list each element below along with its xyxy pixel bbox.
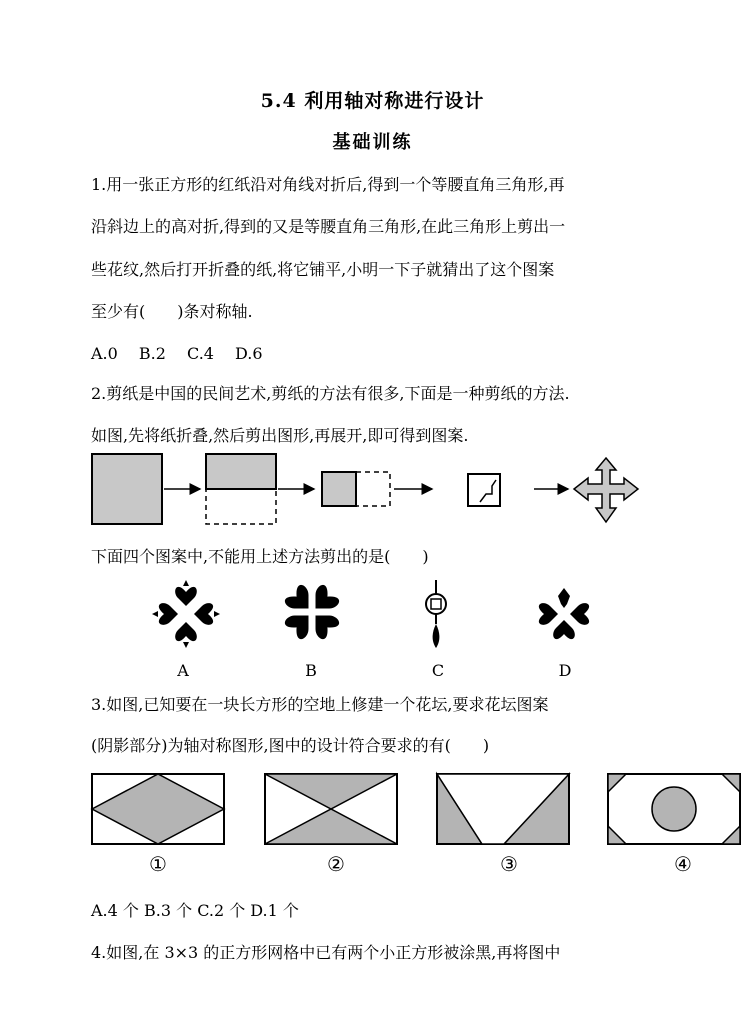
pattern-choices-figure — [140, 578, 600, 658]
q1-text-line3: 些花纹,然后打开折叠的纸,将它铺平,小明一下子就猜出了这个图案 — [91, 260, 555, 279]
q2-text-line1: 2.剪纸是中国的民间艺术,剪纸的方法有很多,下面是一种剪纸的方法. — [91, 384, 570, 403]
step3-quarter — [322, 472, 356, 506]
folding-process-figure — [88, 450, 648, 530]
pattern-label-d: D — [558, 661, 572, 680]
pattern-d — [539, 588, 589, 639]
pattern-c — [426, 580, 446, 648]
design-1 — [92, 774, 224, 844]
pattern-label-a: A — [177, 661, 189, 680]
pattern-label-b: B — [305, 661, 317, 680]
q2-text-line3: 下面四个图案中,不能用上述方法剪出的是( ) — [91, 547, 429, 566]
q1-text-line4: 至少有( )条对称轴. — [91, 302, 253, 321]
design-label-1: ① — [149, 852, 167, 876]
q1-options: A.0 B.2 C.4 D.6 — [91, 344, 263, 363]
step2-folded-half — [206, 454, 276, 489]
pattern-b — [283, 583, 341, 641]
pattern-a — [152, 580, 220, 648]
flowerbed-designs-figure — [88, 770, 744, 850]
design-label-4: ④ — [674, 852, 692, 876]
step1-square — [92, 454, 162, 524]
q3-text-line2: (阴影部分)为轴对称图形,图中的设计符合要求的有( ) — [91, 736, 490, 755]
step3-dashed-quarter — [356, 472, 390, 506]
step2-dashed-half — [206, 489, 276, 524]
step4-cut-square — [468, 474, 500, 506]
design-4 — [608, 774, 740, 844]
q4-text-line1: 4.如图,在 3×3 的正方形网格中已有两个小正方形被涂黑,再将图中 — [91, 943, 561, 962]
q2-text-line2: 如图,先将纸折叠,然后剪出图形,再展开,即可得到图案. — [91, 426, 469, 445]
q3-options: A.4 个 B.3 个 C.2 个 D.1 个 — [91, 901, 299, 920]
pattern-label-c: C — [431, 661, 445, 680]
q3-text-line1: 3.如图,已知要在一块长方形的空地上修建一个花坛,要求花坛图案 — [91, 695, 549, 714]
page-title: 5.4 利用轴对称进行设计 — [260, 90, 485, 112]
design-label-3: ③ — [500, 852, 518, 876]
design-2 — [265, 774, 397, 844]
design-3 — [437, 774, 569, 844]
q1-text-line1: 1.用一张正方形的红纸沿对角线对折后,得到一个等腰直角三角形,再 — [91, 175, 565, 194]
q1-text-line2: 沿斜边上的高对折,得到的又是等腰直角三角形,在此三角形上剪出一 — [91, 217, 566, 236]
design-label-2: ② — [327, 852, 345, 876]
section-title: 基础训练 — [332, 132, 413, 153]
unfolded-arrow-cross — [574, 458, 638, 522]
